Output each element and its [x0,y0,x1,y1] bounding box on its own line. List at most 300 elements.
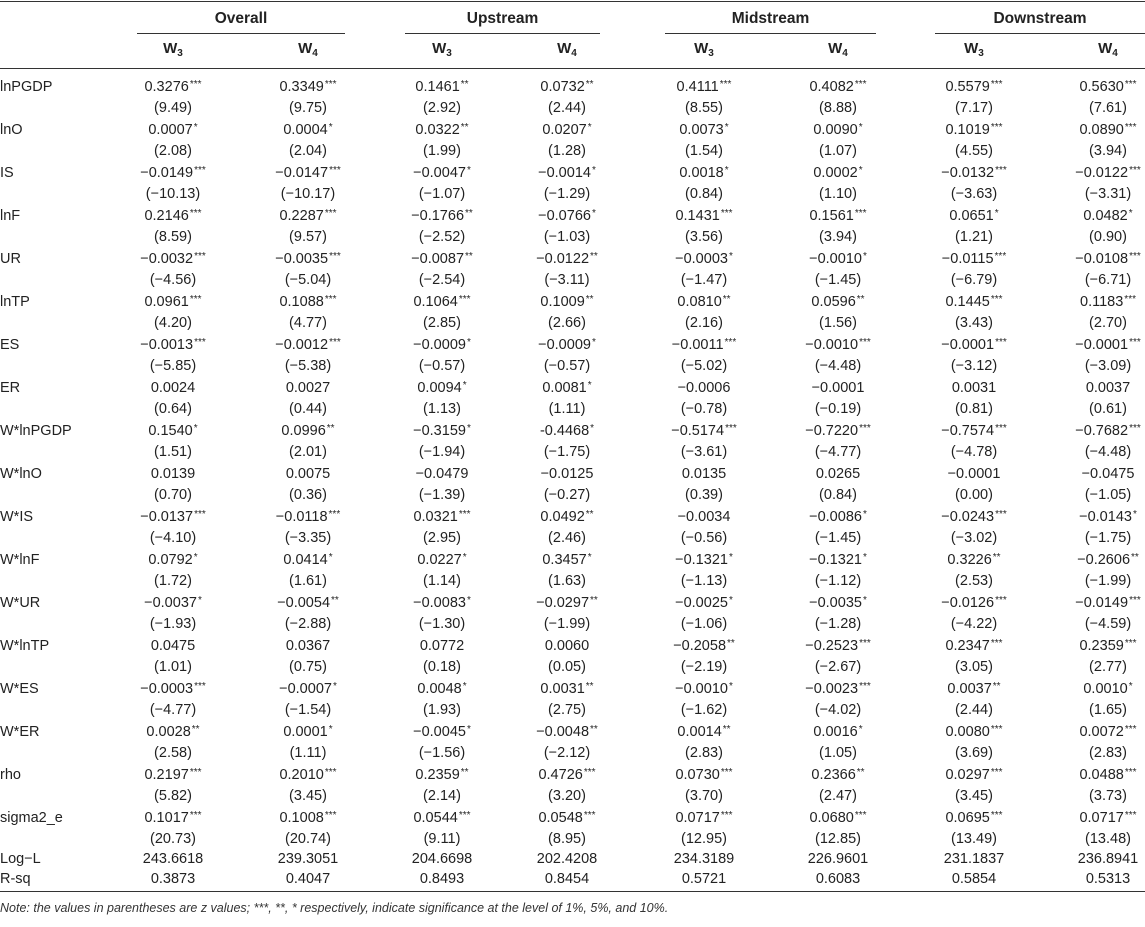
cell-value: 0.0002 [813,165,858,181]
significance-stars: * [862,509,867,520]
coefficient-cell [248,810,368,826]
coefficient-cell [248,681,368,697]
significance-stars: *** [720,767,733,778]
column-header [113,40,233,59]
z-value-cell: (0.61) [1089,401,1127,417]
coefficient-cell [914,251,1034,267]
z-value-cell: (1.10) [819,186,857,202]
coefficient-cell [113,810,233,826]
cell-value: 0.4082 [809,79,854,95]
coefficient-cell [382,724,502,740]
significance-stars: *** [324,208,337,219]
z-value-cell: (−1.99) [543,616,591,632]
row-label: ER [0,380,21,396]
top-rule [0,1,1145,2]
significance-stars: *** [720,810,733,821]
z-value-cell: (−0.57) [543,358,591,374]
column-header-base: W [828,40,843,57]
cell-value: −0.0003 [140,681,194,697]
cell-value: 0.0075 [285,466,331,482]
significance-stars: * [858,122,863,133]
stat-value-cell: 0.8454 [544,871,590,887]
significance-stars: *** [189,810,202,821]
row-label: rho [0,767,21,783]
group-underline-downstream [935,33,1145,34]
coefficient-cell [1048,294,1145,310]
z-value-cell: (−1.47) [680,272,728,288]
cell-value: −0.0003 [675,251,728,267]
cell-value: −0.0147 [275,165,329,181]
z-value-cell: (3.56) [685,229,723,245]
significance-stars: * [197,595,202,606]
z-value-cell: (1.51) [154,444,192,460]
coefficient-cell [778,681,898,697]
z-value-cell: (20.73) [150,831,196,847]
coefficient-cell [914,810,1034,826]
coefficient-cell [382,337,502,353]
cell-value: 0.0367 [285,638,331,654]
coefficient-cell [1048,767,1145,783]
stat-value-cell: 202.4208 [536,851,598,867]
coefficient-cell [248,724,368,740]
significance-stars: *** [859,337,871,348]
significance-stars: * [328,122,333,133]
coefficient-cell [1048,638,1145,654]
cell-value: 0.0475 [150,638,196,654]
row-label: UR [0,251,21,267]
significance-stars: * [462,681,467,692]
significance-stars: *** [1129,251,1141,262]
significance-stars: ** [585,509,594,520]
coefficient-cell [248,251,368,267]
z-value-cell: (20.74) [285,831,331,847]
coefficient-cell [1048,251,1145,267]
column-header-base: W [432,40,447,57]
cell-value: 0.0037 [1085,380,1131,396]
significance-stars: * [591,165,596,176]
coefficient-cell [644,810,764,826]
coefficient-cell [778,638,898,654]
coefficient-cell [507,165,627,181]
significance-stars: * [587,122,592,133]
cell-value: 0.0094 [417,380,462,396]
z-value-cell: (9.57) [289,229,327,245]
significance-stars: *** [329,251,341,262]
coefficient-cell [248,638,368,654]
significance-stars: * [591,337,596,348]
coefficient-cell [507,595,627,611]
cell-value: 0.0717 [1079,810,1124,826]
z-value-cell: (1.54) [685,143,723,159]
z-value-cell: (1.11) [289,745,327,761]
z-value-cell: (1.65) [1089,702,1127,718]
z-value-cell: (3.94) [1089,143,1127,159]
z-value-cell: (2.44) [955,702,993,718]
stat-value-cell: 243.6618 [142,851,204,867]
row-label: W*ER [0,724,40,740]
cell-value: −0.0012 [275,337,329,353]
significance-stars: * [462,380,467,391]
z-value-cell: (1.07) [819,143,857,159]
significance-stars: *** [1129,595,1141,606]
z-value-cell: (3.45) [955,788,993,804]
significance-stars: *** [990,810,1003,821]
cell-value: 0.0482 [1083,208,1128,224]
significance-stars: *** [329,165,341,176]
stat-value-cell: 204.6698 [411,851,473,867]
cell-value: −0.7220 [805,423,859,439]
column-header [778,40,898,59]
coefficient-cell [248,509,368,525]
z-value-cell: (−2.88) [284,616,332,632]
column-header [914,40,1034,59]
coefficient-cell [778,810,898,826]
cell-value: 0.5630 [1079,79,1124,95]
z-value-cell: (0.75) [289,659,327,675]
cell-value: 0.0732 [540,79,585,95]
cell-value: −0.2058 [673,638,727,654]
coefficient-cell [1048,122,1145,138]
significance-stars: *** [324,79,337,90]
z-value-cell: (−5.04) [284,272,332,288]
cell-value: −0.0766 [538,208,591,224]
significance-stars: *** [724,337,737,348]
significance-stars: *** [1124,724,1137,735]
significance-stars: * [466,165,471,176]
cell-value: −0.0086 [809,509,862,525]
cell-value: −0.0122 [536,251,590,267]
z-value-cell: (4.20) [154,315,192,331]
coefficient-cell [507,337,627,353]
cell-value: 0.0265 [815,466,861,482]
cell-value: −0.0035 [275,251,329,267]
z-value-cell: (−0.57) [418,358,466,374]
coefficient-cell [507,208,627,224]
cell-value: −0.0034 [677,509,731,525]
coefficient-cell [382,810,502,826]
coefficient-cell [382,509,502,525]
column-header-subscript: 3 [177,48,183,59]
z-value-cell: (12.85) [815,831,861,847]
cell-value: 0.0492 [540,509,585,525]
row-label: W*IS [0,509,34,525]
z-value-cell: (0.00) [955,487,993,503]
coefficient-cell [644,337,764,353]
coefficient-cell [644,638,764,654]
cell-value: 0.1008 [279,810,324,826]
significance-stars: *** [859,681,871,692]
coefficient-cell [644,681,764,697]
significance-stars: *** [328,509,341,520]
z-value-cell: (2.53) [955,573,993,589]
z-value-cell: (−0.78) [680,401,728,417]
coefficient-cell [507,810,627,826]
z-value-cell: (1.28) [548,143,586,159]
cell-value: −0.0479 [415,466,469,482]
row-label: sigma2_e [0,810,63,826]
coefficient-cell [644,122,764,138]
cell-value: −0.7682 [1075,423,1129,439]
significance-stars: *** [194,165,206,176]
stat-value-cell: 0.8493 [419,871,465,887]
row-label: W*UR [0,595,41,611]
cell-value: −0.0001 [947,466,1001,482]
column-header [507,40,627,59]
stat-value-cell: 239.3051 [277,851,339,867]
coefficient-cell [644,208,764,224]
z-value-cell: (2.04) [289,143,327,159]
cell-value: 0.0548 [538,810,583,826]
significance-stars: *** [324,767,337,778]
z-value-cell: (−2.19) [680,659,728,675]
z-value-cell: (−1.99) [1084,573,1132,589]
z-value-cell: (3.20) [548,788,586,804]
coefficient-cell [382,466,502,482]
cell-value: −0.2606 [1077,552,1131,568]
significance-stars: * [193,423,198,434]
z-value-cell: (−5.85) [149,358,197,374]
coefficient-cell [507,767,627,783]
coefficient-cell [778,208,898,224]
cell-value: −0.0143 [1079,509,1132,525]
significance-stars: *** [720,208,733,219]
z-value-cell: (−10.17) [280,186,336,202]
coefficient-cell [382,380,502,396]
cell-value: −0.3159 [413,423,466,439]
column-header-base: W [964,40,979,57]
significance-stars: * [728,251,733,262]
significance-stars: *** [990,294,1003,305]
coefficient-cell [778,724,898,740]
cell-value: −0.0009 [538,337,591,353]
significance-stars: *** [990,767,1003,778]
row-label: W*ES [0,681,39,697]
cell-value: 0.0695 [945,810,990,826]
significance-stars: *** [1124,810,1137,821]
significance-stars: *** [995,595,1007,606]
z-value-cell: (−1.13) [680,573,728,589]
group-underline-midstream [665,33,876,34]
z-value-cell: (−4.22) [950,616,998,632]
significance-stars: ** [326,423,335,434]
coefficient-cell [382,122,502,138]
z-value-cell: (12.95) [681,831,727,847]
cell-value: 0.2347 [945,638,990,654]
cell-value: 0.0028 [146,724,191,740]
column-header-subscript: 4 [571,48,577,59]
coefficient-cell [382,251,502,267]
significance-stars: ** [1131,552,1139,563]
row-label: lnF [0,208,21,224]
cell-value: 0.0027 [285,380,331,396]
significance-stars: *** [194,337,206,348]
cell-value: −0.0032 [140,251,194,267]
significance-stars: *** [859,638,871,649]
cell-value: 0.0080 [945,724,990,740]
cell-value: −0.0149 [1075,595,1129,611]
significance-stars: *** [859,423,871,434]
z-value-cell: (3.94) [819,229,857,245]
coefficient-cell [507,552,627,568]
coefficient-cell [507,380,627,396]
cell-value: 0.2146 [144,208,189,224]
z-value-cell: (13.48) [1085,831,1131,847]
significance-stars: *** [990,122,1003,133]
cell-value: 0.0031 [951,380,997,396]
coefficient-cell [248,122,368,138]
z-value-cell: (4.77) [289,315,327,331]
column-header-subscript: 4 [312,48,318,59]
cell-value: −0.1321 [809,552,862,568]
significance-stars: * [728,552,733,563]
cell-value: 0.3276 [144,79,189,95]
coefficient-cell [382,767,502,783]
coefficient-cell [1048,810,1145,826]
group-underline-upstream [405,33,600,34]
coefficient-cell [778,165,898,181]
z-value-cell: (2.83) [1089,745,1127,761]
coefficient-cell [1048,165,1145,181]
cell-value: 0.1431 [675,208,720,224]
z-value-cell: (2.92) [423,100,461,116]
coefficient-cell [914,337,1034,353]
coefficient-cell [113,165,233,181]
cell-value: 0.0060 [544,638,590,654]
cell-value: 0.1009 [540,294,585,310]
significance-stars: ** [590,251,598,262]
significance-stars: * [462,552,467,563]
significance-stars: ** [722,724,731,735]
coefficient-cell [1048,681,1145,697]
significance-stars: *** [854,208,867,219]
cell-value: 0.0072 [1079,724,1124,740]
cell-value: 0.0016 [813,724,858,740]
significance-stars: * [1128,208,1133,219]
cell-value: 0.0651 [949,208,994,224]
coefficient-cell [644,294,764,310]
coefficient-cell [507,638,627,654]
z-value-cell: (−1.56) [418,745,466,761]
significance-stars: ** [590,724,598,735]
significance-stars: ** [856,294,865,305]
coefficient-cell [507,79,627,95]
cell-value: −0.0122 [1075,165,1129,181]
z-value-cell: (9.75) [289,100,327,116]
z-value-cell: (−1.28) [814,616,862,632]
z-value-cell: (−4.48) [814,358,862,374]
significance-stars: *** [583,810,596,821]
cell-value: 0.2010 [279,767,324,783]
coefficient-cell [778,466,898,482]
z-value-cell: (0.64) [154,401,192,417]
column-header [382,40,502,59]
significance-stars: *** [329,337,341,348]
coefficient-cell [507,466,627,482]
column-header-subscript: 4 [842,48,848,59]
z-value-cell: (1.63) [548,573,586,589]
cell-value: −0.0023 [805,681,859,697]
z-value-cell: (−1.54) [284,702,332,718]
z-value-cell: (−0.27) [543,487,591,503]
z-value-cell: (2.46) [548,530,586,546]
z-value-cell: (8.88) [819,100,857,116]
z-value-cell: (−6.71) [1084,272,1132,288]
significance-stars: *** [583,767,596,778]
z-value-cell: (4.55) [955,143,993,159]
z-value-cell: (7.17) [955,100,993,116]
coefficient-cell [914,79,1034,95]
coefficient-cell [1048,552,1145,568]
coefficient-cell [113,638,233,654]
cell-value: 0.1088 [279,294,324,310]
coefficient-cell [248,423,368,439]
group-header-overall: Overall [214,10,268,27]
significance-stars: * [1128,681,1133,692]
column-header-subscript: 3 [446,48,452,59]
significance-stars: * [590,423,595,434]
cell-value: 0.0596 [811,294,856,310]
z-value-cell: (−1.07) [418,186,466,202]
coefficient-cell [248,380,368,396]
z-value-cell: (8.55) [685,100,723,116]
cell-value: 0.0139 [150,466,196,482]
z-value-cell: (0.70) [154,487,192,503]
coefficient-cell [382,294,502,310]
header-rule [0,68,1145,69]
z-value-cell: (−0.19) [814,401,862,417]
coefficient-cell [644,423,764,439]
significance-stars: ** [585,681,594,692]
cell-value: −0.0011 [671,337,724,353]
z-value-cell: (−4.10) [149,530,197,546]
coefficient-cell [382,208,502,224]
cell-value: 0.2366 [811,767,856,783]
z-value-cell: (2.77) [1089,659,1127,675]
cell-value: 0.1019 [945,122,990,138]
cell-value: 0.1461 [415,79,460,95]
z-value-cell: (−3.09) [1084,358,1132,374]
coefficient-cell [248,337,368,353]
cell-value: −0.0125 [540,466,594,482]
cell-value: 0.0018 [679,165,724,181]
coefficient-cell [507,724,627,740]
significance-stars: *** [995,165,1007,176]
significance-stars: *** [725,423,737,434]
cell-value: −0.0001 [811,380,865,396]
z-value-cell: (9.11) [423,831,461,847]
z-value-cell: (−1.45) [814,272,862,288]
significance-stars: *** [194,681,206,692]
cell-value: 0.0081 [542,380,587,396]
cell-value: 0.0321 [413,509,458,525]
z-value-cell: (1.21) [955,229,993,245]
significance-stars: ** [722,294,731,305]
cell-value: −0.0054 [277,595,331,611]
cell-value: −0.0001 [1075,337,1129,353]
z-value-cell: (3.69) [955,745,993,761]
cell-value: −0.0083 [413,595,466,611]
significance-stars: *** [189,294,202,305]
cell-value: −0.0115 [941,251,994,267]
cell-value: 0.4726 [538,767,583,783]
significance-stars: ** [585,294,594,305]
cell-value: −0.0087 [411,251,465,267]
stat-value-cell: 0.6083 [815,871,861,887]
significance-stars: *** [458,509,471,520]
stat-label: R-sq [0,871,31,887]
cell-value: 0.0001 [283,724,328,740]
significance-stars: *** [990,79,1003,90]
